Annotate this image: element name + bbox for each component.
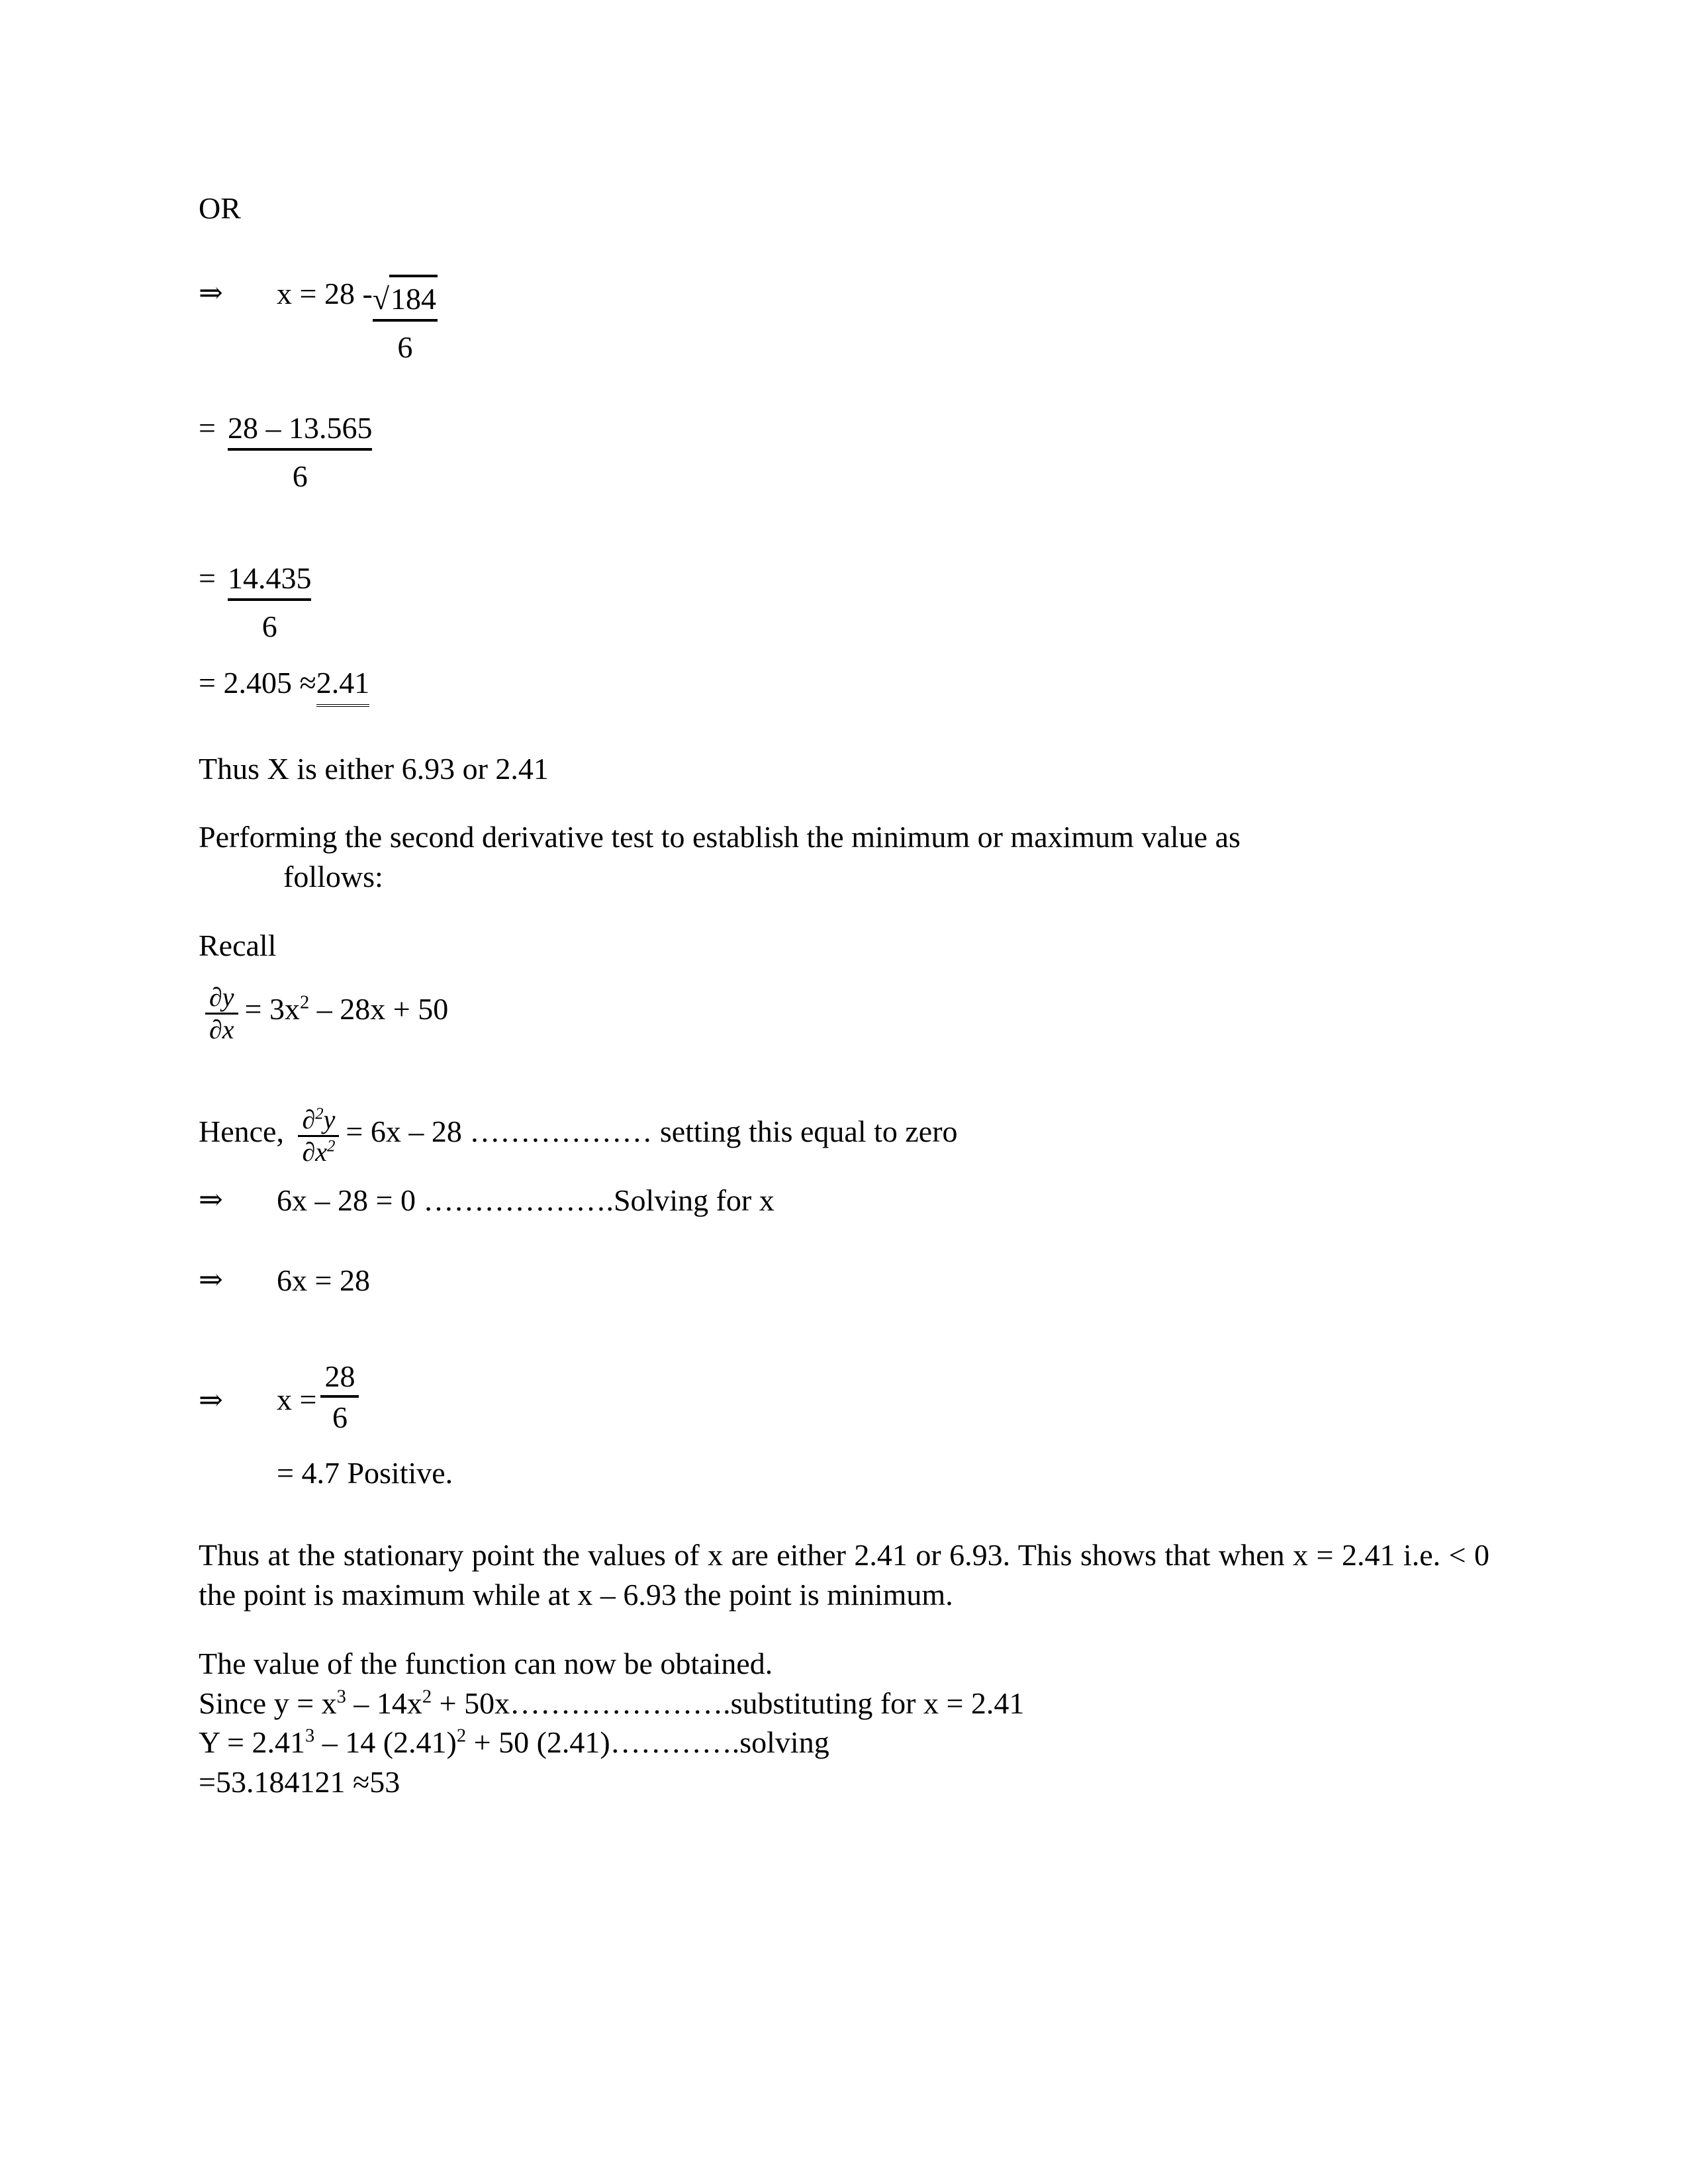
- spacer: [199, 1164, 1489, 1181]
- performing-line-2: follows:: [283, 860, 383, 894]
- fraction-28-over-6: [320, 1361, 359, 1434]
- since-y-post: + 50x: [432, 1686, 510, 1720]
- solving-note: solving: [739, 1725, 829, 1760]
- since-y-pre: Since y = x: [199, 1686, 337, 1720]
- spacer: [199, 646, 1489, 663]
- spacer: [199, 966, 1489, 983]
- performing-test-paragraph: [199, 817, 1489, 897]
- second-derivative-equation: [199, 1104, 1489, 1167]
- y-eval-mid: – 14 (2.41): [314, 1725, 457, 1760]
- fraction-denominator: [298, 1137, 339, 1165]
- square-root-icon: [373, 275, 438, 318]
- equation-lhs: x =: [277, 1383, 317, 1417]
- spacer: [199, 1300, 1489, 1363]
- denominator-exponent: 2: [327, 1137, 336, 1156]
- since-y-mid: – 14x: [346, 1686, 422, 1720]
- approx-sign: ≈: [352, 1765, 370, 1799]
- second-derivative-rhs: = 6x – 28: [346, 1114, 462, 1148]
- spacer: [199, 257, 1489, 275]
- fraction-numerator: ∂y: [205, 984, 238, 1015]
- partial-dy-dx-fraction: [205, 981, 238, 1044]
- approx-sign: ≈: [299, 665, 316, 700]
- surd-glyph: √: [372, 281, 390, 316]
- fraction-numerator: 14.435: [228, 559, 312, 602]
- value-of-function-line3: [199, 1723, 1489, 1762]
- first-derivative-equation: [199, 983, 1489, 1042]
- mixed-fraction: [277, 275, 438, 367]
- equation-body: 6x = 28: [277, 1263, 370, 1298]
- exponent-2: 2: [422, 1686, 432, 1707]
- fraction-denominator: ∂x: [209, 1014, 234, 1044]
- implies-arrow-icon: ⇒: [199, 1383, 223, 1416]
- equation-body: [199, 559, 311, 646]
- equation-body: [199, 409, 372, 496]
- fraction-numerator: [373, 275, 438, 322]
- equation-14435-over-6: [199, 559, 1489, 646]
- spacer: [199, 1042, 1489, 1105]
- hence-label: Hence,: [199, 1114, 284, 1148]
- fraction-denominator: 6: [292, 459, 308, 494]
- dot-leader: ………………….: [510, 1686, 731, 1720]
- fraction-sqrt-over-6: [373, 275, 438, 367]
- equals-sign: =: [199, 561, 216, 595]
- or-label: OR: [199, 191, 241, 225]
- fraction-14435-over-6: [228, 559, 312, 646]
- thus-x-statement: Thus X is either 6.93 or 2.41: [199, 751, 549, 786]
- dot-leader: ……………….: [423, 1183, 614, 1217]
- equation-result-47-positive: = 4.7 Positive.: [277, 1456, 453, 1490]
- value-of-function-line2: [199, 1684, 1489, 1723]
- substituting-note: substituting for x = 2.41: [730, 1686, 1025, 1720]
- equation-body: [277, 1359, 363, 1437]
- equation-lead: x = 28 -: [277, 276, 373, 310]
- spacer: [199, 1436, 1489, 1453]
- exponent-2: 2: [456, 1726, 467, 1747]
- implies-arrow-icon: ⇒: [199, 1183, 223, 1216]
- value-of-function-line4: [199, 1762, 1489, 1802]
- performing-line-1: Performing the second derivative test to establish the minimum or maximum value as: [199, 820, 1241, 854]
- equation-body: [277, 275, 438, 367]
- equation-6x-minus-28-equals-0: [199, 1181, 1489, 1220]
- stationary-point-paragraph: Thus at the stationary point the values of x are either 2.41 or 6.93. This shows that when x = 2.41 i.e. < 0 the point is maximum while at x – 6.93 the point is minimum.: [199, 1538, 1489, 1612]
- equals-sign: =: [199, 410, 216, 445]
- numerator-exponent: 2: [315, 1105, 324, 1123]
- equation-x-equals-28-over-6: [199, 1359, 1489, 1437]
- denominator-partial-x: ∂x: [302, 1136, 328, 1167]
- equation-6x-equals-28: [199, 1261, 1489, 1300]
- exponent-3: 3: [336, 1686, 346, 1707]
- implies-arrow-icon: ⇒: [199, 1263, 223, 1297]
- mixed-fraction: [199, 559, 311, 646]
- equation-28-minus-13565: [199, 409, 1489, 496]
- y-eval-pre: Y = 2.41: [199, 1725, 305, 1760]
- fraction-denominator: 6: [397, 330, 413, 365]
- fraction-denominator: 6: [332, 1400, 348, 1435]
- recall-label: Recall: [199, 928, 277, 962]
- fraction-denominator: 6: [261, 610, 277, 644]
- rounded-value: 53: [369, 1765, 400, 1799]
- fraction-numerator: [298, 1104, 339, 1137]
- numerator-partial: ∂: [302, 1104, 316, 1134]
- mixed-fraction: [199, 409, 372, 496]
- equation-text: 6x – 28 = 0: [277, 1183, 416, 1217]
- spacer: [199, 1219, 1489, 1261]
- derivative-rhs-pre: = 3x: [244, 991, 300, 1026]
- page-content: [199, 189, 1489, 1802]
- result-value: 2.41: [316, 663, 370, 707]
- equation-body: [277, 1181, 774, 1220]
- derivative-rhs-post: – 28x + 50: [309, 991, 449, 1026]
- equation-result-241: [199, 663, 1489, 707]
- spacer: [199, 496, 1489, 559]
- spacer: [199, 707, 1489, 749]
- fraction-28minus13565-over-6: [228, 409, 373, 496]
- exponent-3: 3: [305, 1726, 315, 1747]
- derivative-exponent: 2: [299, 992, 310, 1013]
- dot-leader: ………….: [610, 1725, 740, 1760]
- second-derivative-note: setting this equal to zero: [652, 1114, 958, 1148]
- numerator-variable: y: [323, 1104, 336, 1134]
- solving-note: Solving for x: [613, 1183, 774, 1217]
- result-prefix: = 2.405: [199, 665, 292, 700]
- spacer: [199, 367, 1489, 409]
- equation-x-minus-sqrt: [199, 275, 1489, 367]
- y-eval-post: + 50 (2.41): [466, 1725, 610, 1760]
- value-of-function-line1: The value of the function can now be obtained.: [199, 1646, 773, 1680]
- fraction-numerator: 28 – 13.565: [228, 409, 373, 451]
- dot-leader: ………………: [469, 1114, 653, 1148]
- spacer: [199, 1493, 1489, 1535]
- radicand: 184: [389, 275, 438, 318]
- fraction-numerator: 28: [320, 1361, 359, 1398]
- final-value: =53.184121: [199, 1765, 346, 1799]
- partial-second-derivative-fraction: [298, 1104, 339, 1167]
- implies-arrow-icon: ⇒: [199, 276, 223, 309]
